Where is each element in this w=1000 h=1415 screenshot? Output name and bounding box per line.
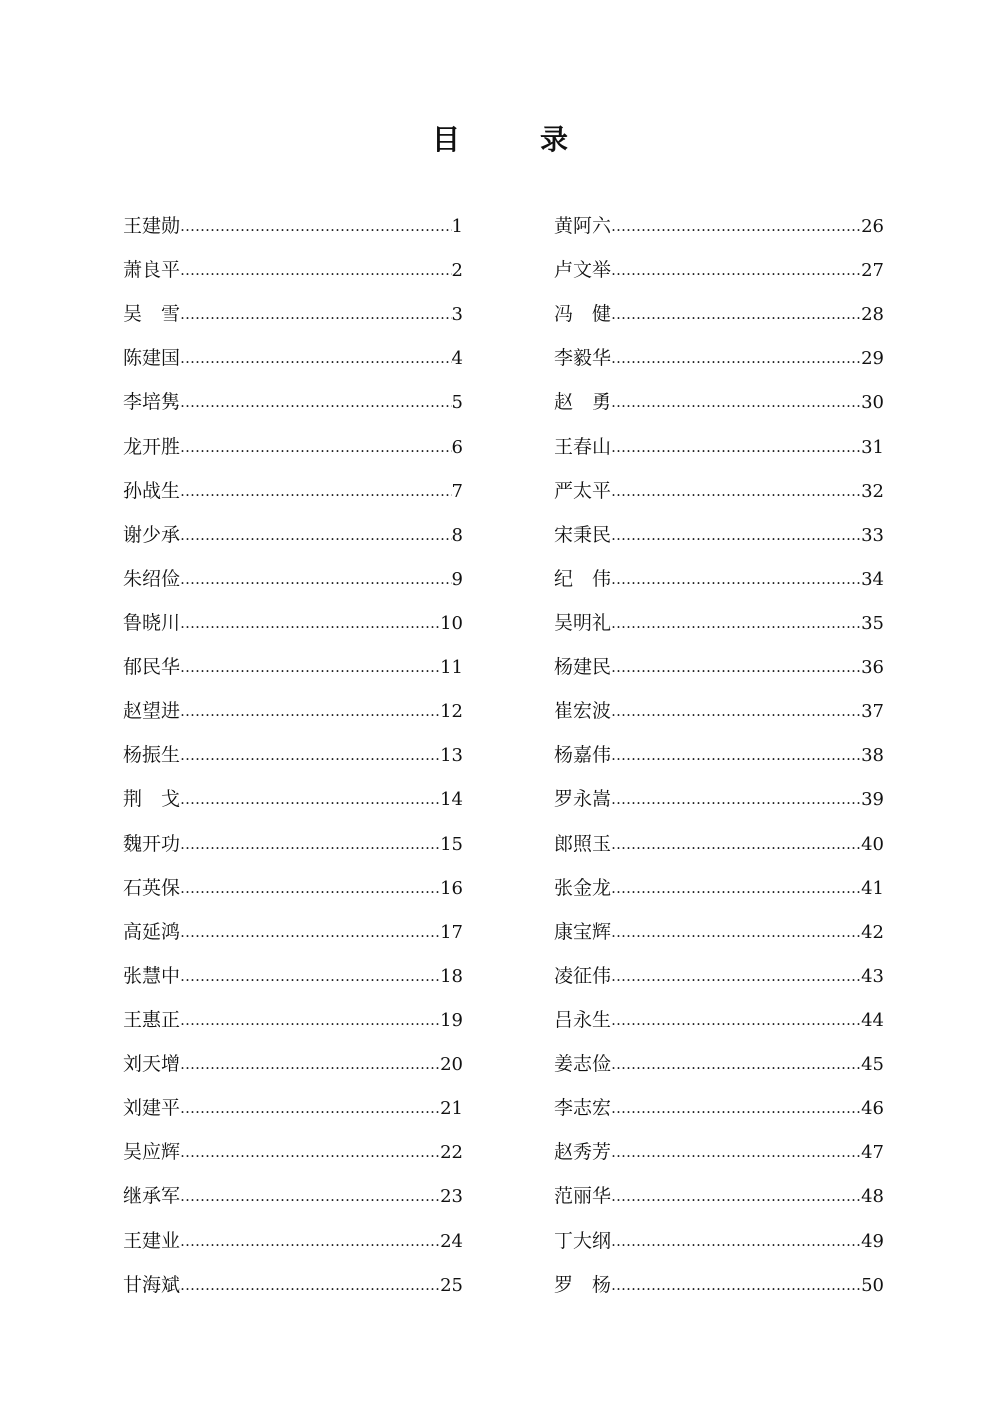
toc-entry[interactable] [554,513,884,557]
dot-leader [611,776,861,821]
dot-leader [180,291,452,336]
toc-entry-name: 李毅华 [554,347,612,370]
toc-entry-page-number: 41 [861,877,884,899]
toc-entry-page-number: 33 [861,524,884,546]
toc-entry-name: 刘建平 [123,1097,181,1120]
dot-leader [611,203,861,248]
toc-entry-page-number: 10 [440,612,463,634]
toc-entry[interactable] [123,866,463,910]
dot-leader [180,512,452,557]
toc-entry[interactable] [554,1042,884,1086]
toc-entry-name: 宋秉民 [554,523,612,546]
toc-entry[interactable] [554,425,884,469]
toc-entry[interactable] [123,645,463,689]
toc-entry[interactable] [123,425,463,469]
dot-leader [180,379,452,424]
toc-entry-page-number: 22 [440,1142,463,1164]
toc-entry[interactable] [123,248,463,292]
toc-entry-page-number: 23 [440,1186,463,1208]
toc-entry[interactable] [123,910,463,954]
toc-entry-page-number: 50 [861,1274,884,1296]
toc-entry-page-number: 24 [440,1230,463,1252]
toc-entry-name: 赵秀芳 [554,1141,612,1164]
dot-leader [180,1129,440,1174]
toc-entry-page-number: 48 [861,1186,884,1208]
dot-leader [611,291,861,336]
toc-entry-page-number: 37 [861,701,884,723]
dot-leader [611,335,861,380]
toc-entry-name: 魏开功 [123,832,181,855]
toc-entry-page-number: 16 [440,877,463,899]
toc-entry[interactable] [123,557,463,601]
toc-entry-name: 卢文举 [554,259,612,282]
toc-entry[interactable] [554,1174,884,1218]
toc-entry-page-number: 3 [451,304,463,326]
toc-entry-page-number: 4 [451,348,463,370]
toc-entry-name: 康宝辉 [554,920,612,943]
dot-leader [180,468,452,513]
toc-entry[interactable] [123,998,463,1042]
dot-leader [611,688,861,733]
toc-entry-page-number: 17 [440,921,463,943]
toc-entry-page-number: 26 [861,216,884,237]
toc-entry[interactable] [554,866,884,910]
toc-entry-name: 张金龙 [554,876,612,899]
toc-entry-name: 王建业 [123,1229,181,1252]
toc-entry[interactable] [554,601,884,645]
dot-leader [611,1262,861,1307]
toc-entry-name: 赵 勇 [554,391,612,414]
toc-entry[interactable] [123,292,463,336]
toc-entry-name: 高延鸿 [123,920,181,943]
toc-entry-name: 王建勋 [123,215,181,237]
dot-leader [611,424,861,469]
toc-entry-page-number: 12 [440,701,463,723]
toc-entry-name: 纪 伟 [554,567,612,590]
toc-entry-name: 龙开胜 [123,435,181,458]
dot-leader [611,732,861,777]
toc-entry[interactable] [554,998,884,1042]
toc-entry-name: 吕永生 [554,1008,612,1031]
toc-entry-name: 冯 健 [554,303,612,326]
dot-leader [611,512,861,557]
dot-leader [180,600,440,645]
toc-entry-name: 朱绍俭 [123,567,181,590]
dot-leader [180,556,452,601]
toc-left-column [123,204,463,1307]
toc-entry[interactable] [123,733,463,777]
toc-entry[interactable] [554,469,884,513]
page-title: 目 录 [431,123,594,156]
toc-entry-page-number: 32 [861,480,884,502]
toc-entry-name: 孙战生 [123,479,181,502]
toc-entry-name: 姜志俭 [554,1053,612,1076]
toc-entry-page-number: 8 [451,524,463,546]
toc-entry-name: 罗 杨 [554,1273,612,1296]
toc-entry[interactable] [123,822,463,866]
toc-entry-page-number: 14 [440,789,463,811]
toc-entry[interactable] [554,1263,884,1307]
dot-leader [180,247,452,292]
dot-leader [611,909,861,954]
toc-entry-name: 郎照玉 [554,832,612,855]
dot-leader [611,1085,861,1130]
dot-leader [611,865,861,910]
toc-entry-name: 谢少承 [123,523,181,546]
toc-entry-name: 崔宏波 [554,700,612,723]
toc-entry[interactable] [554,204,884,248]
toc-entry-page-number: 20 [440,1054,463,1076]
toc-entry[interactable] [123,1086,463,1130]
toc-entry[interactable] [123,1263,463,1307]
toc-entry[interactable] [123,954,463,998]
toc-entry[interactable] [554,689,884,733]
dot-leader [611,556,861,601]
dot-leader [180,1041,440,1086]
toc-entry-name: 陈建国 [123,347,181,370]
dot-leader [611,1173,861,1218]
dot-leader [180,997,440,1042]
toc-entry-name: 吴明礼 [554,611,612,634]
toc-entry-page-number: 35 [861,612,884,634]
dot-leader [611,821,861,866]
dot-leader [180,1173,440,1218]
dot-leader [180,203,452,248]
dot-leader [180,424,452,469]
toc-entry-page-number: 42 [861,921,884,943]
toc-entry[interactable] [123,777,463,821]
toc-entry[interactable] [554,910,884,954]
toc-entry-page-number: 6 [451,436,463,458]
dot-leader [180,732,440,777]
dot-leader [611,379,861,424]
toc-entry-page-number: 38 [861,745,884,767]
toc-entry[interactable] [123,1219,463,1263]
toc-entry-page-number: 19 [440,1009,463,1031]
toc-entry-name: 杨建民 [554,656,612,679]
dot-leader [180,1218,440,1263]
toc-entry[interactable] [554,1130,884,1174]
toc-entry-name: 甘海斌 [123,1273,181,1296]
dot-leader [611,1041,861,1086]
toc-entry[interactable] [554,557,884,601]
dot-leader [180,644,440,689]
toc-entry[interactable] [123,1042,463,1086]
toc-entry-page-number: 39 [861,789,884,811]
toc-entry[interactable] [123,601,463,645]
dot-leader [611,644,861,689]
toc-entry-name: 黄阿六 [554,215,612,237]
toc-entry-page-number: 34 [861,568,884,590]
toc-entry-page-number: 9 [451,568,463,590]
toc-entry-name: 严太平 [554,479,612,502]
toc-entry[interactable] [554,336,884,380]
toc-entry-page-number: 15 [440,833,463,855]
toc-entry[interactable] [554,380,884,424]
toc-entry-name: 继承军 [123,1185,181,1208]
toc-entry-name: 吴应辉 [123,1141,181,1164]
toc-entry-name: 李志宏 [554,1097,612,1120]
toc-entry-page-number: 28 [861,304,884,326]
toc-entry-name: 凌征伟 [554,964,612,987]
toc-entry-page-number: 31 [861,436,884,458]
toc-entry[interactable] [123,336,463,380]
toc-entry-name: 吴 雪 [123,303,181,326]
toc-entry-name: 范丽华 [554,1185,612,1208]
toc-entry[interactable] [554,645,884,689]
toc-entry-name: 王惠正 [123,1008,181,1031]
toc-entry-page-number: 13 [440,745,463,767]
dot-leader [611,1218,861,1263]
toc-entry-name: 刘天增 [123,1053,181,1076]
toc-entry-name: 罗永嵩 [554,788,612,811]
toc-entry-page-number: 11 [440,657,463,679]
toc-entry[interactable] [123,204,463,248]
toc-entry-page-number: 44 [861,1009,884,1031]
toc-entry[interactable] [554,292,884,336]
toc-entry-page-number: 29 [861,348,884,370]
dot-leader [180,1262,440,1307]
toc-entry-name: 李培隽 [123,391,181,414]
toc-entry-page-number: 5 [451,392,463,414]
toc-entry[interactable] [554,777,884,821]
toc-entry[interactable] [123,1174,463,1218]
toc-entry[interactable] [554,822,884,866]
toc-entry-page-number: 25 [440,1274,463,1296]
toc-entry-name: 赵望进 [123,700,181,723]
toc-entry-name: 杨嘉伟 [554,744,612,767]
toc-entry[interactable] [554,1219,884,1263]
toc-entry-page-number: 47 [861,1142,884,1164]
toc-entry-page-number: 46 [861,1098,884,1120]
toc-entry[interactable] [123,469,463,513]
toc-entry-name: 石英保 [123,876,181,899]
toc-entry-page-number: 36 [861,657,884,679]
dot-leader [180,335,452,380]
dot-leader [180,909,440,954]
toc-entry-name: 萧良平 [123,259,181,282]
toc-entry-page-number: 49 [861,1230,884,1252]
dot-leader [611,247,861,292]
toc-entry[interactable] [123,1130,463,1174]
toc-entry-page-number: 21 [440,1098,463,1120]
toc-entry-name: 张慧中 [123,964,181,987]
toc-entry-page-number: 43 [861,965,884,987]
toc-entry[interactable] [554,954,884,998]
dot-leader [611,468,861,513]
dot-leader [180,953,440,998]
dot-leader [611,1129,861,1174]
toc-entry-name: 荆 戈 [123,788,181,811]
toc-entry[interactable] [123,513,463,557]
dot-leader [180,821,440,866]
toc-right-column [554,204,884,1307]
dot-leader [611,997,861,1042]
toc-entry-page-number: 27 [861,260,884,282]
toc-entry-name: 郁民华 [123,656,181,679]
dot-leader [180,776,440,821]
toc-entry[interactable] [554,1086,884,1130]
toc-entry-name: 鲁晓川 [123,611,181,634]
dot-leader [180,865,440,910]
toc-entry-page-number: 18 [440,965,463,987]
toc-entry-name: 丁大纲 [554,1229,612,1252]
toc-entry-page-number: 45 [861,1054,884,1076]
toc-entry-name: 杨振生 [123,744,181,767]
toc-entry[interactable] [123,689,463,733]
toc-entry-page-number: 1 [451,216,463,237]
dot-leader [611,953,861,998]
toc-entry-name: 王春山 [554,435,612,458]
dot-leader [180,688,440,733]
toc-entry-page-number: 30 [861,392,884,414]
dot-leader [180,1085,440,1130]
dot-leader [611,600,861,645]
toc-entry[interactable] [554,733,884,777]
toc-entry-page-number: 2 [451,260,463,282]
toc-entry-page-number: 40 [861,833,884,855]
toc-entry-page-number: 7 [451,480,463,502]
toc-entry[interactable] [554,248,884,292]
toc-entry[interactable] [123,380,463,424]
